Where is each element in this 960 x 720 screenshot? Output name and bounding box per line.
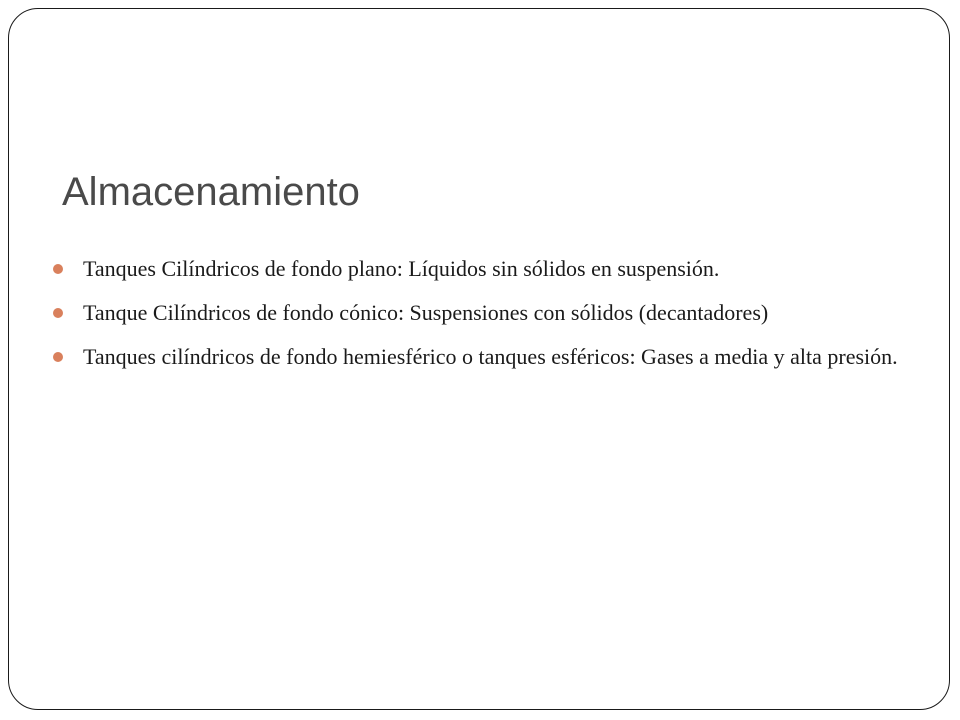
bullet-text: Tanques Cilíndricos de fondo plano: Líquidos sin sólidos en suspensión. <box>83 256 720 281</box>
bullet-item <box>50 253 900 284</box>
bullet-item <box>50 341 900 372</box>
bullet-list <box>50 253 900 385</box>
bullet-dot-icon <box>53 264 63 274</box>
slide-title: Almacenamiento <box>62 170 360 214</box>
bullet-dot-icon <box>53 308 63 318</box>
bullet-item <box>50 297 900 328</box>
bullet-text: Tanques cilíndricos de fondo hemiesférico o tanques esféricos: Gases a media y alta presión. <box>83 344 898 369</box>
bullet-text: Tanque Cilíndricos de fondo cónico: Suspensiones con sólidos (decantadores) <box>83 300 769 325</box>
bullet-dot-icon <box>53 352 63 362</box>
